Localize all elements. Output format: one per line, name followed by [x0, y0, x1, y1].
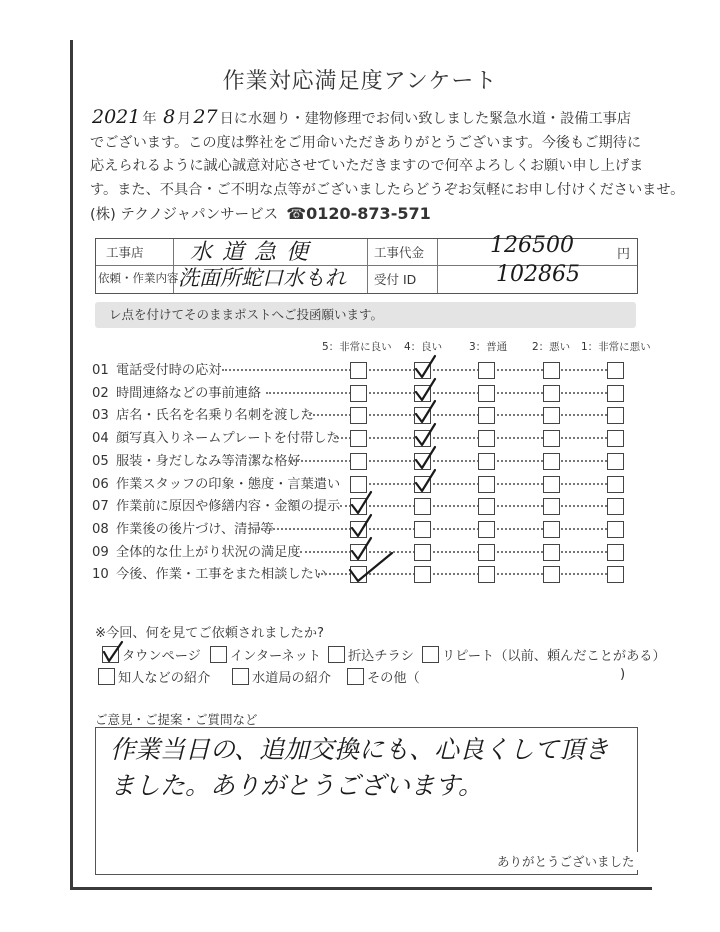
rating-checkbox[interactable]: [543, 521, 560, 538]
rating-checkbox[interactable]: [414, 476, 431, 493]
rating-checkbox[interactable]: [543, 476, 560, 493]
yen-unit: 円: [617, 247, 631, 262]
rating-checkbox[interactable]: [543, 453, 560, 470]
store-label: 工事店: [106, 245, 144, 260]
rating-checkbox[interactable]: [478, 476, 495, 493]
rating-header: 1：非常に悪い: [581, 341, 651, 353]
request-label: 依頼・作業内容: [98, 271, 179, 285]
rating-checkbox[interactable]: [607, 498, 624, 515]
intro-line-1: [90, 106, 650, 132]
question-number: 02: [92, 385, 109, 401]
receipt-id-label: 受付 ID: [374, 272, 417, 287]
check-mark: [413, 468, 437, 494]
rating-checkbox[interactable]: [607, 566, 624, 583]
handwritten-year: 2021: [92, 106, 141, 128]
question-label: [92, 495, 340, 514]
rating-checkbox[interactable]: [478, 430, 495, 447]
referral-checkbox[interactable]: [210, 646, 227, 663]
referral-option[interactable]: [102, 645, 201, 664]
referral-option[interactable]: [347, 667, 420, 686]
rating-checkbox[interactable]: [478, 544, 495, 561]
rating-checkbox[interactable]: [543, 430, 560, 447]
referral-option-label: 折込チラシ: [348, 649, 414, 664]
rating-checkbox[interactable]: [607, 407, 624, 424]
question-label: [92, 473, 340, 492]
rating-checkbox[interactable]: [478, 385, 495, 402]
question-text: 店名・氏名を名乗り名刺を渡した: [116, 408, 314, 424]
company-phone: ☎0120-873-571: [286, 204, 431, 223]
intro-line-2: でございます。この度は弊社をご用命いただきありがとうございます。今後もご期待に: [90, 134, 642, 151]
referral-option-label: その他（: [367, 671, 420, 686]
question-number: 08: [92, 521, 109, 537]
question-text: 作業後の後片づけ、清掃等: [116, 521, 274, 537]
question-label: [92, 563, 327, 582]
referral-option[interactable]: [98, 667, 210, 686]
question-number: 01: [92, 363, 109, 378]
rating-checkbox[interactable]: [478, 453, 495, 470]
rating-checkbox[interactable]: [478, 362, 495, 379]
referral-option-label: 知人などの紹介: [118, 671, 211, 686]
referral-checkbox[interactable]: [232, 668, 249, 685]
rating-checkbox[interactable]: [607, 385, 624, 402]
opinion-line-1: 作業当日の、追加交換にも、心良くして頂き: [110, 735, 610, 764]
rating-checkbox[interactable]: [478, 521, 495, 538]
rating-checkbox[interactable]: [543, 407, 560, 424]
rating-checkbox[interactable]: [478, 566, 495, 583]
rating-checkbox[interactable]: [543, 566, 560, 583]
year-suffix: 年: [142, 111, 157, 127]
rating-checkbox[interactable]: [414, 566, 431, 583]
survey-title: 作業対応満足度アンケート: [222, 69, 498, 94]
cost-value: 126500: [490, 233, 574, 258]
referral-option[interactable]: [328, 645, 414, 664]
referral-checkbox[interactable]: [328, 646, 345, 663]
rating-checkbox[interactable]: [478, 498, 495, 515]
question-text: 服装・身だしなみ等清潔な格好: [116, 453, 301, 469]
receipt-id-value: 102865: [496, 262, 580, 287]
rating-checkbox[interactable]: [607, 362, 624, 379]
referral-checkbox[interactable]: [102, 646, 119, 663]
question-number: 03: [92, 408, 109, 424]
rating-checkbox[interactable]: [414, 498, 431, 515]
company-name: (株) テクノジャパンサービス: [90, 207, 279, 223]
rating-checkbox[interactable]: [478, 407, 495, 424]
rating-header: 2：悪い: [532, 341, 571, 353]
question-number: 05: [92, 453, 109, 469]
referral-checkbox[interactable]: [347, 668, 364, 685]
question-number: 09: [92, 544, 109, 560]
dotted-leader: [334, 437, 607, 439]
rating-header: 5：非常に良い: [322, 341, 392, 353]
question-text: 今後、作業・工事をまた相談したい: [116, 567, 327, 583]
referral-question: ※今回、何を見てご依頼されましたか?: [95, 626, 325, 641]
question-label: [92, 427, 340, 446]
question-label: [92, 541, 301, 560]
work-info-table: [95, 233, 638, 294]
rating-checkbox[interactable]: [350, 385, 367, 402]
question-number: 04: [92, 431, 109, 447]
rating-checkbox[interactable]: [350, 430, 367, 447]
company-info: [90, 203, 431, 224]
question-number: 06: [92, 476, 109, 492]
rating-checkbox[interactable]: [607, 453, 624, 470]
referral-checkbox[interactable]: [422, 646, 439, 663]
question-label: [92, 404, 314, 423]
check-mark: [101, 638, 125, 664]
intro-text: [90, 106, 685, 202]
question-label: [92, 450, 301, 469]
question-number: 10: [92, 567, 109, 583]
referral-option-label: リピート（以前、頼んだことがある）: [442, 649, 666, 664]
closing-thanks: ありがとうございました: [493, 852, 639, 870]
opinion-line-2: ました。ありがとうございます。: [110, 771, 484, 800]
rating-header: 4：良い: [404, 341, 443, 353]
question-text: 時間連絡などの事前連絡: [116, 385, 262, 401]
rating-checkbox[interactable]: [350, 453, 367, 470]
scan-edge-bottom: [70, 887, 652, 890]
rating-checkbox[interactable]: [350, 362, 367, 379]
referral-option[interactable]: [210, 645, 321, 664]
month-suffix: 月: [177, 111, 192, 127]
rating-checkbox[interactable]: [543, 544, 560, 561]
check-mark: [346, 550, 394, 584]
question-text: 作業前に原因や修繕内容・金額の提示: [116, 499, 341, 515]
question-label: [92, 382, 261, 401]
rating-checkbox[interactable]: [543, 362, 560, 379]
rating-checkbox[interactable]: [607, 521, 624, 538]
dotted-leader: [340, 505, 607, 507]
other-close-paren: ): [620, 667, 626, 682]
question-text: 全体的な仕上がり状況の満足度: [116, 544, 301, 560]
request-value: 洗面所蛇口水もれ: [178, 266, 346, 290]
cost-label: 工事代金: [374, 245, 425, 260]
question-text: 作業スタッフの印象・態度・言葉遣い: [116, 476, 341, 492]
store-value: 水道急便: [190, 240, 319, 265]
rating-checkbox[interactable]: [607, 430, 624, 447]
rating-checkbox[interactable]: [607, 476, 624, 493]
referral-option-label: 水道局の紹介: [252, 671, 332, 686]
referral-option[interactable]: [422, 645, 666, 664]
question-text: 顔写真入りネームプレートを付帯した: [116, 431, 340, 447]
opinion-title: ご意見・ご提案・ご質問など: [95, 712, 258, 727]
question-text: 電話受付時の応対: [116, 363, 222, 378]
referral-option-label: インターネット: [230, 649, 322, 664]
question-number: 07: [92, 499, 109, 515]
question-label: [92, 518, 274, 537]
rating-checkbox[interactable]: [350, 407, 367, 424]
intro-line-4: す。また、不具合・ご不明な点等がございましたらどうぞお気軽にお申し付けくださいませ。: [90, 181, 685, 198]
referral-checkbox[interactable]: [98, 668, 115, 685]
scan-edge-left: [70, 40, 73, 890]
referral-option[interactable]: [232, 667, 331, 686]
intro-line-3: 応えられるように誠心誠意対応させていただきますので何卒よろしくお願い申し上げま: [90, 158, 644, 174]
rating-checkbox[interactable]: [414, 544, 431, 561]
rating-checkbox[interactable]: [607, 544, 624, 561]
instruction-banner: レ点を付けてそのままポストへご投函願います。: [95, 302, 636, 328]
handwritten-month: 8: [163, 106, 176, 128]
referral-option-label: タウンページ: [122, 649, 201, 664]
handwritten-day: 27: [193, 106, 218, 128]
rating-checkbox[interactable]: [414, 521, 431, 538]
day-suffix: 日に水廻り・建物修理でお伺い致しました緊急水道・設備工事店: [219, 111, 632, 127]
rating-checkbox[interactable]: [543, 385, 560, 402]
rating-checkbox[interactable]: [543, 498, 560, 515]
question-label: [92, 359, 222, 378]
rating-header: 3：普通: [469, 341, 508, 353]
